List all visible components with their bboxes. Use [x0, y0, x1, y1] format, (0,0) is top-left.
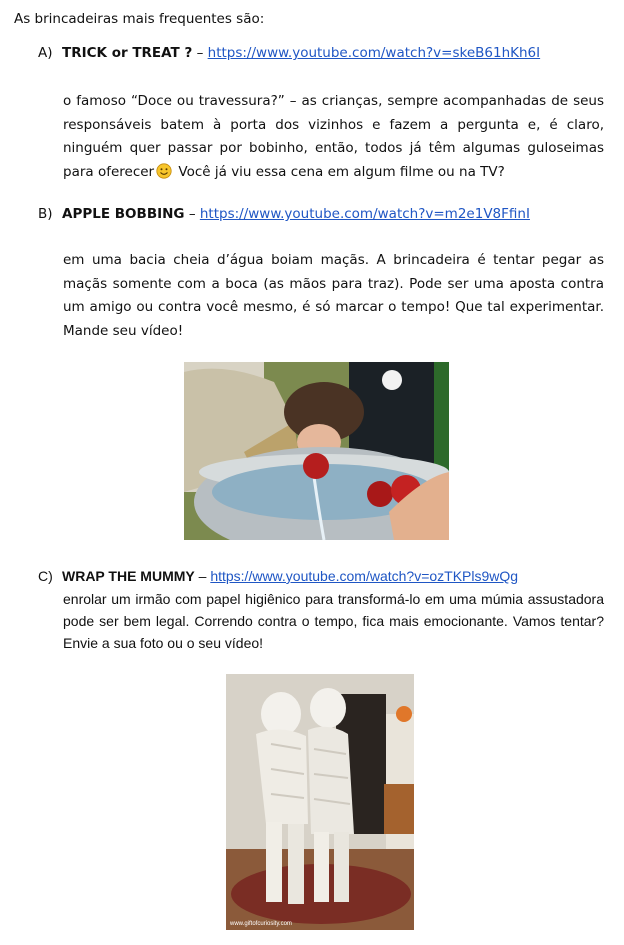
section-b-dash: – [188, 206, 196, 222]
section-a-paragraph [63, 90, 604, 184]
section-a-text-2: Você já viu essa cena em algum filme ou na TV? [174, 163, 505, 180]
section-a-heading [38, 45, 540, 61]
mummy-costume-photo [226, 674, 414, 930]
photo-watermark: www.giftofcuriosity.com [230, 921, 292, 927]
section-a-dash: – [196, 45, 204, 61]
section-c-letter: C) [38, 568, 53, 584]
section-b-letter: B) [38, 206, 53, 222]
section-c-dash: – [198, 568, 207, 584]
intro-text: As brincadeiras mais frequentes são: [14, 11, 265, 27]
section-c-heading [38, 568, 518, 584]
section-a-link[interactable]: https://www.youtube.com/watch?v=skeB61hKh6I [207, 45, 541, 61]
section-b-link[interactable]: https://www.youtube.com/watch?v=m2e1V8FfinI [199, 206, 530, 222]
section-c-paragraph: enrolar um irmão com papel higiênico para transformá-lo em uma múmia assustadora pode ser bem legal. Correndo contra o tempo, fica mais emocionante. Vamos tentar? Envie a sua foto ou o seu vídeo! [63, 591, 604, 651]
section-a-letter: A) [38, 45, 53, 61]
section-a-title: TRICK or TREAT ? [62, 45, 193, 61]
section-c-title: WRAP THE MUMMY [62, 568, 195, 584]
section-b-paragraph: em uma bacia cheia d’água boiam maçãs. A brincadeira é tentar pegar as maçãs somente com a boca (as mãos para traz). Pode ser uma aposta contra um amigo ou contra você mesmo, é só marcar o tempo! Que tal experimentar. Mande seu vídeo! [63, 252, 604, 339]
apple-bobbing-photo [184, 362, 449, 540]
section-b-heading [38, 206, 530, 222]
smiley-icon [156, 163, 172, 179]
section-b-title: APPLE BOBBING [62, 206, 185, 222]
section-c-link[interactable]: https://www.youtube.com/watch?v=ozTKPls9wQg [210, 568, 519, 584]
section-a-text-1: o famoso “Doce ou travessura?” – as crianças, sempre acompanhadas de seus responsáveis batem à porta dos vizinhos e fazem a pergunta e, é claro, ninguém quer passar por bobinho, então, todos já têm algumas guloseimas para oferecer [63, 93, 604, 180]
